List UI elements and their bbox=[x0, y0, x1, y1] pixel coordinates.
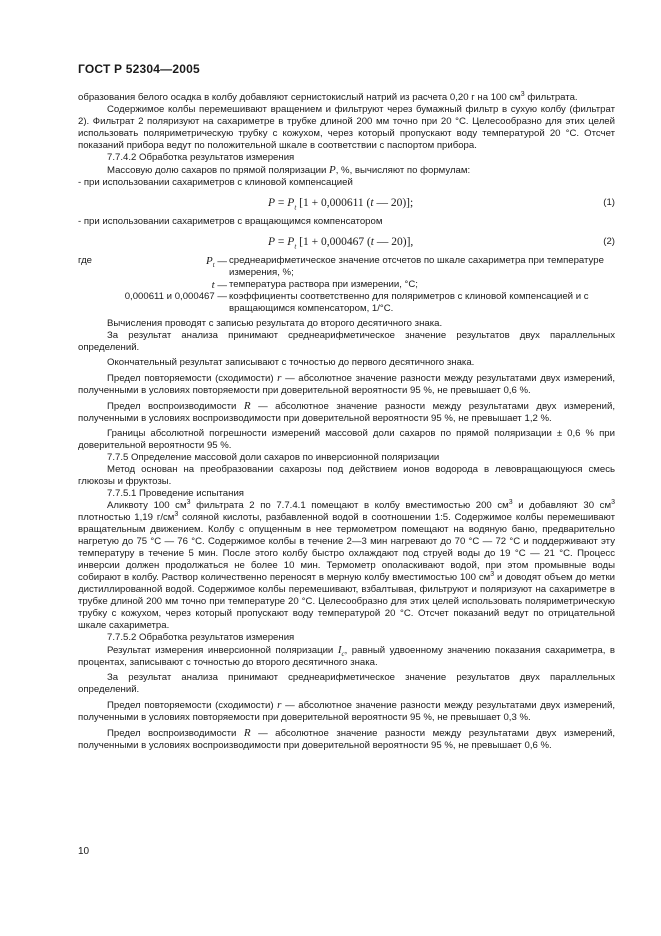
paragraph: Предел повторяемости (сходимости) r — абсолютное значение разности между результатами двух измерений, полученными в условиях повторяемости при доверительной вероятности 95 %, не превышает 0,6 %. bbox=[78, 372, 615, 396]
where-row bbox=[78, 291, 615, 315]
where-symbol: 0,000611 и 0,000467 — bbox=[124, 291, 227, 302]
formula-1-number: (1) bbox=[603, 197, 615, 208]
paragraph: Результат измерения инверсионной поляризации $I_c$, равный удвоенному значению показания сахариметра, в процентах, записывают с точностью до второго десятичного знака. bbox=[78, 644, 616, 668]
paragraph: Массовую долю сахаров по прямой поляризации Р, %, вычисляют по формулам: bbox=[107, 164, 471, 176]
where-definition: коэффициенты соответственно для поляриметров с клиновой компенсацией и с вращающимся компенсатором, 1/°С. bbox=[229, 291, 589, 314]
paragraph: За результат анализа принимают среднеарифметическое значение результатов двух параллельных определений. bbox=[78, 672, 615, 695]
paragraph: 7.7.5.1 Проведение испытания bbox=[107, 488, 244, 499]
page-number: 10 bbox=[78, 846, 90, 857]
main-section bbox=[78, 318, 615, 752]
formula-2-number: (2) bbox=[603, 236, 615, 247]
formula-1 bbox=[78, 195, 615, 211]
formula-2 bbox=[78, 234, 615, 250]
paragraph: Вычисления проводят с записью результата до второго десятичного знака. bbox=[107, 318, 443, 329]
where-label: где bbox=[78, 255, 93, 266]
formula-2-expression: $P = P_t$ [1 + 0,000467 (t — 20)], bbox=[268, 236, 414, 251]
paragraph: 7.7.4.2 Обработка результатов измерения bbox=[107, 152, 295, 163]
where-symbol: t — bbox=[211, 279, 227, 291]
where-row bbox=[78, 255, 615, 279]
where-definition: среднеарифметическое значение отсчетов по шкале сахариметра при температуре измерения, %; bbox=[229, 255, 604, 278]
paragraph: Предел повторяемости (сходимости) r — абсолютное значение разности между результатами двух измерений, полученными в условиях повторяемости при доверительной вероятности 95 %, не превышает 0,3 %. bbox=[78, 699, 615, 723]
paragraph: Содержимое колбы перемешивают вращением и фильтруют через бумажный фильтр в сухую колбу (фильтрат 2). Фильтрат 2 поляризуют на сахариметре в трубке длиной 200 мм точно при 20 °С. Целесообразно для этих целей использовать поляриметрическую трубку с кожухом, через который пропускают воду температурой 20 °С. Отсчет показаний прибора ведут по положительной шкале в соответствии с паспортом прибора. bbox=[78, 104, 615, 151]
paragraph: образования белого осадка в колбу добавляют сернистокислый натрий из расчета 0,20 г на 100 $см^3$ фильтрата. bbox=[78, 90, 578, 103]
paragraph: - при использовании сахариметров с клиновой компенсацией bbox=[78, 177, 353, 188]
document-header: ГОСТ Р 52304—2005 bbox=[78, 62, 200, 76]
paragraph: Предел воспроизводимости R — абсолютное значение разности между результатами двух измерений, полученными в условиях воспроизводимости при доверительной вероятности 95 %, не превышает 0,6 %. bbox=[78, 727, 615, 751]
intro-section bbox=[78, 92, 615, 189]
paragraph: Границы абсолютной погрешности измерений массовой доли сахаров по прямой поляризации ± 0,6 % при доверительной вероятности 95 %. bbox=[78, 428, 615, 451]
formula-2-intro: - при использовании сахариметров с вращающимся компенсатором bbox=[78, 216, 383, 227]
where-definition: температура раствора при измерении, °С; bbox=[229, 279, 418, 290]
formula-1-expression: $P = P_t$ [1 + 0,000611 (t — 20)]; bbox=[268, 197, 414, 212]
where-legend bbox=[78, 255, 615, 315]
paragraph: Метод основан на преобразовании сахарозы под действием ионов водорода в левовращающуюся смесь глюкозы и фруктозы. bbox=[78, 464, 615, 487]
paragraph: Окончательный результат записывают с точностью до первого десятичного знака. bbox=[107, 357, 475, 368]
where-symbol: $P_t$ — bbox=[206, 255, 227, 270]
paragraph: За результат анализа принимают среднеарифметическое значение результатов двух параллельных определений. bbox=[78, 330, 615, 353]
paragraph: 7.7.5 Определение массовой доли сахаров по инверсионной поляризации bbox=[107, 452, 440, 463]
paragraph: Предел воспроизводимости R — абсолютное значение разности между результатами двух измерений, полученными в условиях воспроизводимости при доверительной вероятности 95 %, не превышает 1,2 %. bbox=[78, 400, 615, 424]
document-body bbox=[78, 92, 615, 752]
paragraph: 7.7.5.2 Обработка результатов измерения bbox=[107, 632, 295, 643]
paragraph: Аликвоту 100 $см^3$ фильтрата 2 по 7.7.4.1 помещают в колбу вместимостью 200 $см^3$ и добавляют 30 $см^3$ плотностью 1,19 $г/см^3$ соляной кислоты, разбавленной водой в соотношении 1:5. Содержимое колбы перемешивают вращательным движением. Колбу с опущенным в нее термометром помещают на водяную баню, предварительно нагретую до 75 °С — 76 °С. Содержимое колбы в течение 2—3 мин нагревают до 70 °С — 72 °С и поддерживают эту температуру в течение 5 мин. После этого колбу быстро охлаждают под струей воды до 19 °С — 21 °С. Процесс инверсии должен продолжаться не более 10 мин. Термометр ополаскивают водой, при этом промывные воды собирают в колбу. Раствор количественно переносят в мерную колбу вместимостью 100 $см^3$ и доводят объем до метки дистиллированной водой. Содержимое колбы перемешивают, взбалтывая, фильтруют и поляризуют на сахариметре в трубке длиной 200 мм точно при температуре 20 °С. Целесообразно для этих целей использовать поляриметрическую трубку с кожухом, через который пропускают воду температурой 20 °С. Отсчет показаний ведут по отрицательной шкале сахариметра. bbox=[78, 498, 616, 631]
where-row bbox=[78, 279, 615, 291]
